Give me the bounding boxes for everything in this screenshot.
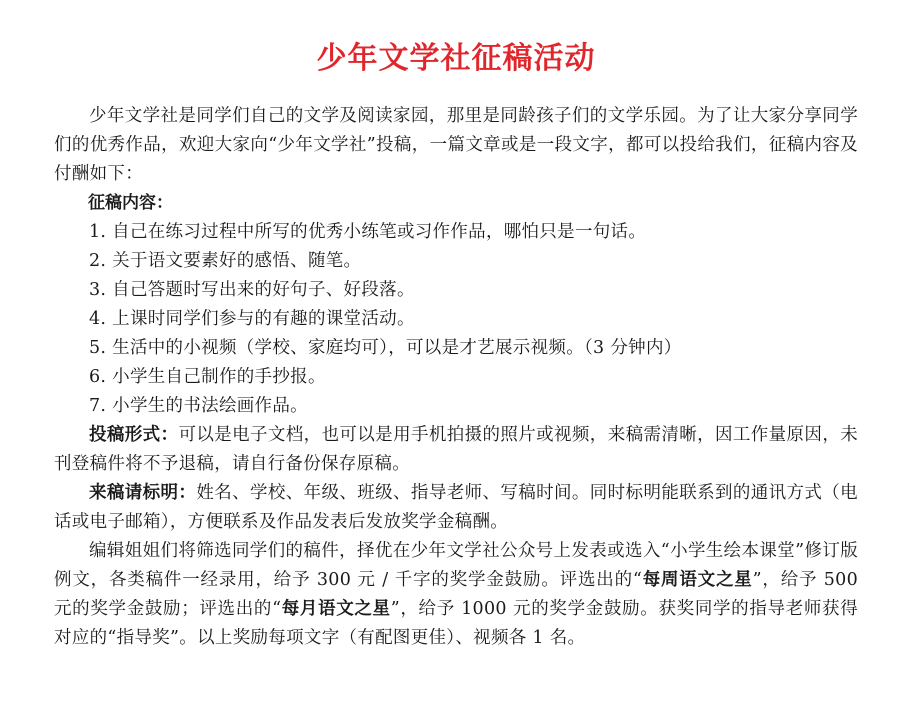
content-item: 3. 自己答题时写出来的好句子、好段落。	[89, 280, 415, 300]
format-paragraph	[54, 421, 858, 479]
format-label: 投稿形式：	[89, 425, 179, 445]
reward-text-1: 编辑姐姐们将筛选同学们的稿件，择优在少年文学社公众号上发表或选入“小学生绘本课堂”修订版例文，各类稿件一经录用，给予 300 元 / 千字的奖学金鼓励。评选出的“	[54, 541, 858, 590]
reward-text-3: ”，给予 1000 元的奖学金鼓励。获奖同学的指导老师获得对应的“指导奖”。以上奖励每项文字（有配图更佳）、视频各 1 名。	[54, 599, 858, 648]
content-item: 7. 小学生的书法绘画作品。	[89, 396, 308, 416]
document-page	[54, 34, 858, 653]
weekly-star-label: 每周语文之星	[642, 570, 753, 590]
content-item: 6. 小学生自己制作的手抄报。	[89, 367, 326, 387]
content-item: 1. 自己在练习过程中所写的优秀小练笔或习作作品，哪怕只是一句话。	[89, 222, 647, 242]
content-item: 5. 生活中的小视频（学校、家庭均可），可以是才艺展示视频。（3 分钟内）	[89, 338, 682, 358]
note-label: 来稿请标明：	[89, 483, 197, 503]
content-item: 2. 关于语文要素好的感悟、随笔。	[89, 251, 362, 271]
page-title: 少年文学社征稿活动	[316, 41, 596, 76]
content-heading: 征稿内容：	[88, 193, 173, 213]
intro-paragraph: 少年文学社是同学们自己的文学及阅读家园，那里是同龄孩子们的文学乐园。为了让大家分享同学们的优秀作品，欢迎大家向“少年文学社”投稿，一篇文章或是一段文字，都可以投给我们，征稿内容及付酬如下：	[54, 106, 858, 184]
monthly-star-label: 每月语文之星	[281, 599, 391, 619]
note-paragraph	[54, 479, 858, 537]
reward-text-2: ”，给予 500 元的奖学金鼓励；评选出的“	[54, 570, 859, 619]
note-text: 姓名、学校、年级、班级、指导老师、写稿时间。同时标明能联系到的通讯方式（电话或电子邮箱），方便联系及作品发表后发放奖学金稿酬。	[54, 483, 858, 532]
reward-paragraph	[54, 537, 858, 653]
content-item: 4. 上课时同学们参与的有趣的课堂活动。	[89, 309, 415, 329]
format-text: 可以是电子文档，也可以是用手机拍摄的照片或视频，来稿需清晰，因工作量原因，未刊登稿件将不予退稿，请自行备份保存原稿。	[54, 425, 859, 474]
